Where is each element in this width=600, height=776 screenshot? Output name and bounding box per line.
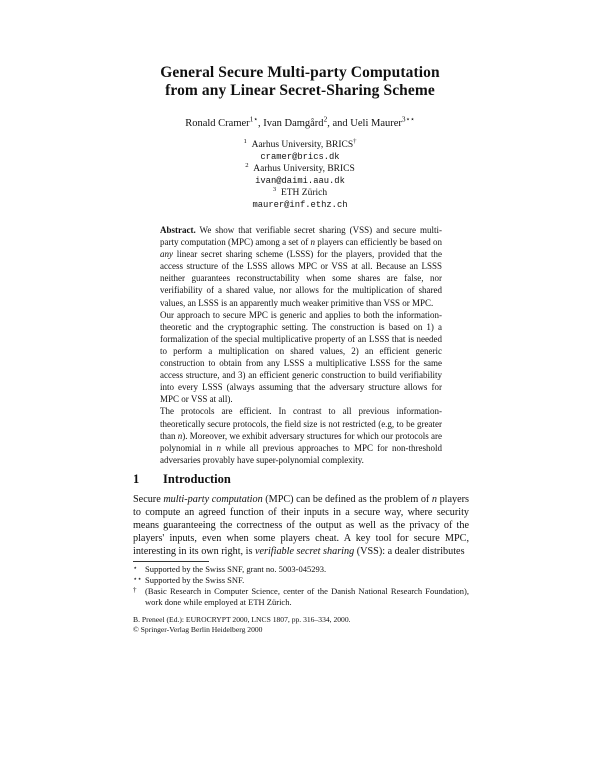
affiliation-name: Aarhus University, BRICS xyxy=(253,164,355,174)
footnote-3 xyxy=(133,586,469,608)
abstract-label: Abstract. xyxy=(160,225,196,235)
author-damgard: Ivan Damgård xyxy=(263,118,324,129)
footnote-text: Supported by the Swiss SNF. xyxy=(145,575,245,585)
footnote-divider xyxy=(133,561,209,562)
footnotes xyxy=(133,564,469,608)
abstract-text: ). Moreover, we exhibit adversary structures for which our protocols are polynomial in xyxy=(160,430,442,453)
affiliation-3-email: maurer@inf.ethz.ch xyxy=(252,200,348,210)
section-number: 1 xyxy=(133,472,140,486)
author-cramer: Ronald Cramer xyxy=(185,118,250,129)
footnote-text: Supported by the Swiss SNF, grant no. 5003-045293. xyxy=(145,564,327,574)
affiliation-name: Aarhus University, BRICS xyxy=(251,140,354,150)
math-n: n xyxy=(310,237,315,248)
affiliation-number: 1 xyxy=(243,137,247,145)
footnote-1 xyxy=(133,564,469,575)
math-n: n xyxy=(216,442,222,453)
affiliation-2 xyxy=(0,163,600,175)
abstract-text: while all previous approaches to MPC for non-threshold adversaries provably have super-polynomial complexity. xyxy=(160,442,443,465)
affiliation-name: ETH Zürich xyxy=(280,188,328,198)
paper-title-line-1: General Secure Multi-party Computation xyxy=(160,64,440,81)
affiliation-marker: † xyxy=(353,137,357,145)
footnote-marker: ⋆⋆ xyxy=(133,575,142,583)
emphasis-vss: verifiable secret sharing xyxy=(254,545,355,557)
affiliation-3 xyxy=(0,187,600,199)
paper-title-line-2: from any Linear Secret-Sharing Scheme xyxy=(165,82,435,99)
body-text: players to compute an agreed function of their inputs in a secure way, where security means guaranteeing the correctness of the output as well as the privacy of the players' inputs, even when some players cheat. A key tool for secure MPC, interesting in its own right, is xyxy=(133,494,470,557)
body-text: Secure xyxy=(133,494,164,505)
publisher-copyright: © Springer-Verlag Berlin Heidelberg 2000 xyxy=(133,625,263,634)
affiliation-2-email: ivan@daimi.aau.dk xyxy=(255,176,345,186)
abstract-paragraph-3 xyxy=(160,405,442,465)
author-maurer: Ueli Maurer xyxy=(350,118,402,129)
abstract-paragraph-1 xyxy=(160,224,442,309)
author-cramer-marker: 1⋆ xyxy=(249,114,258,124)
abstract-text: linear secret sharing scheme (LSSS) for the players, provided that the access structure of the LSSS allows MPC or VSS at all. Because an LSSS neither guarantees reconstructability when some shares are false, nor verifiability of a shared value, nor allows for the multiplication of shared values, an LSSS is an apparently much weaker primitive than VSS or MPC. xyxy=(160,249,442,308)
footnote-marker: ⋆ xyxy=(133,564,138,572)
affiliation-1-email: cramer@brics.dk xyxy=(260,152,340,162)
footnote-marker: † xyxy=(133,586,137,594)
abstract-text: We show that verifiable secret sharing (VSS) and secure multi-party computation (MPC) among a set of xyxy=(160,225,442,248)
author-list xyxy=(0,114,600,130)
abstract-text: players can efficiently be based on xyxy=(314,237,442,248)
author-damgard-marker: 2 xyxy=(323,114,328,124)
math-n: n xyxy=(177,430,183,441)
section-title: Introduction xyxy=(163,472,231,486)
author-separator: , xyxy=(257,118,264,129)
footnote-2 xyxy=(133,575,469,586)
abstract-paragraph-2: Our approach to secure MPC is generic and applies to both the information-theoretic and the cryptographic setting. The construction is based on 1) a formalization of the special multiplicative property of an LSSS that is needed to perform a multiplication on shared values, 2) an efficient generic construction to obtain from any LSSS a multiplicative LSSS for the same access structure, and 3) an efficient generic construction to build verifiability into every LSSS (always assuming that the adversary structure allows for MPC or VSS at all). xyxy=(160,309,442,405)
affiliation-number: 3 xyxy=(272,185,277,193)
emphasis-any: any xyxy=(160,249,173,260)
publisher-citation: B. Preneel (Ed.): EUROCRYPT 2000, LNCS 1807, pp. 316–334, 2000. xyxy=(133,615,351,624)
affiliation-number: 2 xyxy=(245,161,249,169)
section-heading-introduction xyxy=(133,472,231,487)
abstract-text: The protocols are efficient. In contrast to all previous information-theoretically secure protocols, the field size is not restricted (e.g, to be greater than xyxy=(160,406,442,441)
author-separator: , and xyxy=(327,118,351,129)
body-text: (MPC) can be defined as the problem of xyxy=(262,494,432,505)
math-n: n xyxy=(431,494,437,505)
emphasis-mpc: multi-party computation xyxy=(163,494,263,505)
introduction-text xyxy=(133,494,469,559)
publisher-info xyxy=(133,615,351,635)
body-text: (VSS): a dealer distributes xyxy=(354,545,465,557)
author-maurer-marker: 3⋆⋆ xyxy=(401,114,415,124)
footnote-text: (Basic Research in Computer Science, center of the Danish National Research Foundation), work done while employed at ETH Zürich. xyxy=(145,586,469,607)
introduction-paragraph xyxy=(133,494,469,559)
affiliation-1 xyxy=(0,139,600,151)
abstract xyxy=(160,224,442,466)
